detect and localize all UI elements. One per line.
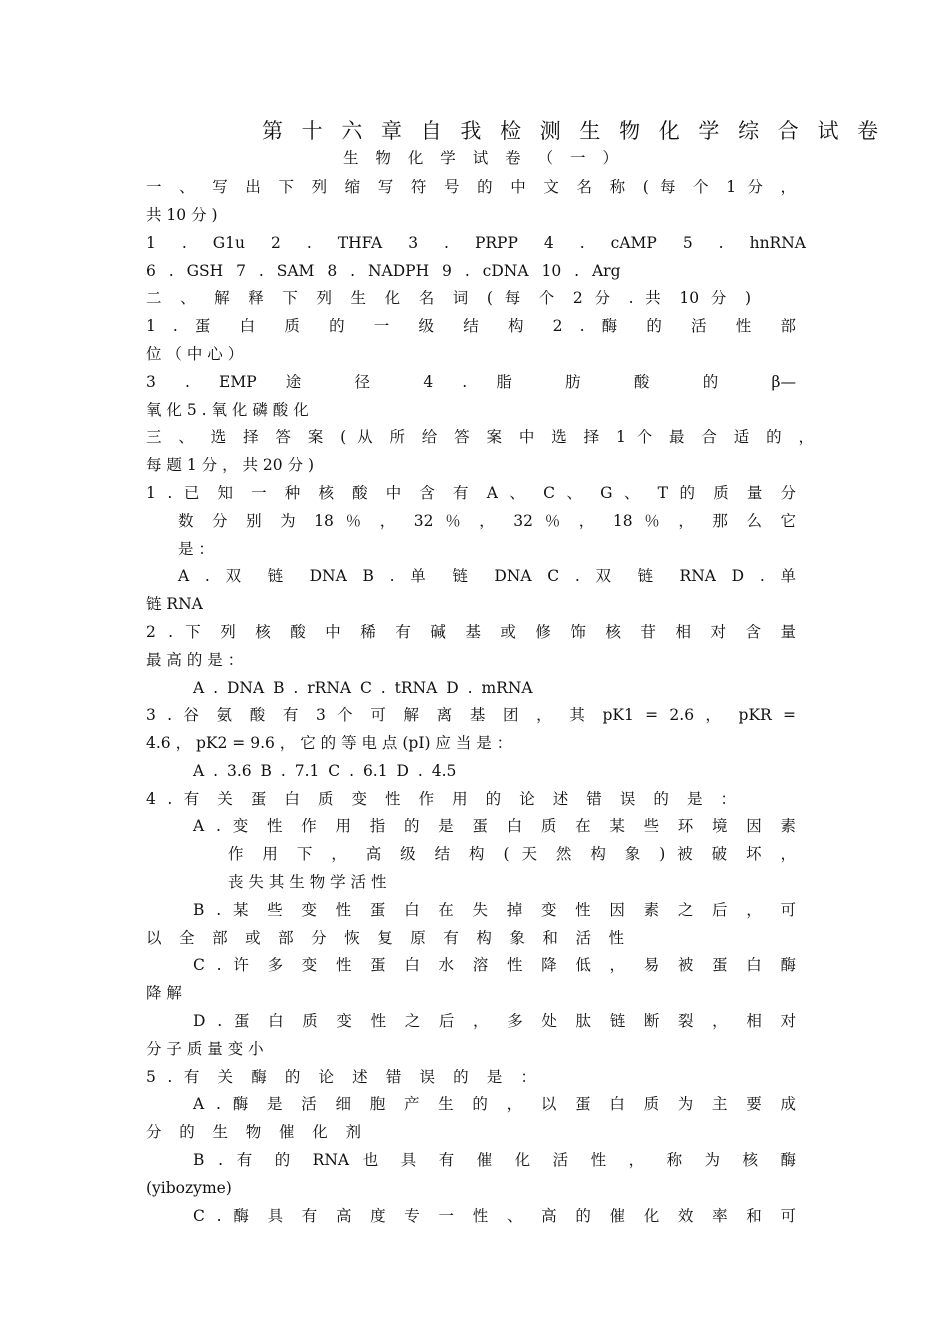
- option-line: A . 变 性 作 用 指 的 是 蛋 白 质 在 某 些 环 境 因 素: [193, 817, 796, 835]
- option-line: 链 RNA: [146, 595, 203, 613]
- option-line: 降 解: [146, 984, 182, 1002]
- term-row: 3 . EMP 途 径 4 . 脂 肪 酸 的 β—: [146, 373, 796, 391]
- option-line: A . DNA B . rRNA C . tRNA D . mRNA: [193, 679, 533, 697]
- text-line: 位 （ 中 心 ）: [146, 345, 244, 363]
- option-line: 丧 失 其 生 物 学 活 性: [228, 873, 387, 891]
- question-line: 4 . 有 关 蛋 白 质 变 性 作 用 的 论 述 错 误 的 是 ：: [146, 790, 736, 808]
- text-line: 每 题 1 分 ， 共 20 分 ): [146, 456, 315, 474]
- option-line: 以 全 部 或 部 分 恢 复 原 有 构 象 和 活 性: [146, 929, 624, 947]
- question-line: 数 分 别 为 18 ％ ， 32 ％ ， 32 ％ ， 18 ％ ， 那 么 它: [178, 512, 796, 530]
- abbrev-row: 6 . GSH 7 . SAM 8 . NADPH 9 . cDNA 10 . Arg: [146, 262, 621, 280]
- section-heading: 二 、 解 释 下 列 生 化 名 词 ( 每 个 2 分 . 共 10 分 ): [146, 289, 751, 307]
- text-line: 共 10 分 ): [146, 206, 218, 224]
- option-line: C . 酶 具 有 高 度 专 一 性 、 高 的 催 化 效 率 和 可: [193, 1207, 796, 1225]
- term-row: 氧 化 5 . 氧 化 磷 酸 化: [146, 401, 309, 419]
- question-line: 5 . 有 关 酶 的 论 述 错 误 的 是 ：: [146, 1068, 536, 1086]
- abbrev-row: 1 . G1u 2 . THFA 3 . PRPP 4 . cAMP 5 . hnRNA: [146, 234, 806, 252]
- document-title: 第 十 六 章 自 我 检 测 生 物 化 学 综 合 试 卷: [262, 119, 885, 143]
- question-line: 2 . 下 列 核 酸 中 稀 有 碱 基 或 修 饰 核 苷 相 对 含 量: [146, 623, 796, 641]
- option-line: 分 子 质 量 变 小: [146, 1040, 264, 1058]
- option-line: 分 的 生 物 催 化 剂: [146, 1123, 361, 1141]
- option-line: (yibozyme): [146, 1179, 232, 1197]
- option-line: B . 有 的 RNA 也 具 有 催 化 活 性 ， 称 为 核 酶: [193, 1151, 796, 1169]
- question-line: 是 ：: [178, 540, 214, 558]
- question-line: 1 . 已 知 一 种 核 酸 中 含 有 A 、 C 、 G 、 T 的 质 量 分: [146, 484, 796, 502]
- option-line: C . 许 多 变 性 蛋 白 水 溶 性 降 低 ， 易 被 蛋 白 酶: [193, 956, 796, 974]
- option-line: A . 双 链 DNA B . 单 链 DNA C . 双 链 RNA D . 单: [178, 567, 796, 585]
- option-line: A . 3.6 B . 7.1 C . 6.1 D . 4.5: [193, 762, 457, 780]
- option-line: 作 用 下 ， 高 级 结 构 ( 天 然 构 象 ) 被 破 坏 ，: [228, 845, 796, 863]
- option-line: D . 蛋 白 质 变 性 之 后 ， 多 处 肽 链 断 裂 ， 相 对: [193, 1012, 796, 1030]
- term-row: 1 . 蛋 白 质 的 一 级 结 构 2 . 酶 的 活 性 部: [146, 317, 796, 335]
- question-line: 最 高 的 是 ：: [146, 651, 244, 669]
- option-line: A . 酶 是 活 细 胞 产 生 的 ， 以 蛋 白 质 为 主 要 成: [193, 1095, 796, 1113]
- question-line: 4.6 ， pK2 = 9.6 ， 它 的 等 电 点 (pI) 应 当 是 ：: [146, 734, 513, 752]
- section-heading: 一 、 写 出 下 列 缩 写 符 号 的 中 文 名 称 ( 每 个 1 分 ，: [146, 178, 796, 196]
- option-line: B . 某 些 变 性 蛋 白 在 失 掉 变 性 因 素 之 后 ， 可: [193, 901, 796, 919]
- section-heading: 三 、 选 择 答 案 ( 从 所 给 答 案 中 选 择 1 个 最 合 适 的 ，: [146, 428, 814, 446]
- document-subtitle: 生 物 化 学 试 卷 （ 一 ）: [343, 149, 618, 167]
- question-line: 3 . 谷 氨 酸 有 3 个 可 解 离 基 团 ， 其 pK1 = 2.6 ， pKR =: [146, 706, 796, 724]
